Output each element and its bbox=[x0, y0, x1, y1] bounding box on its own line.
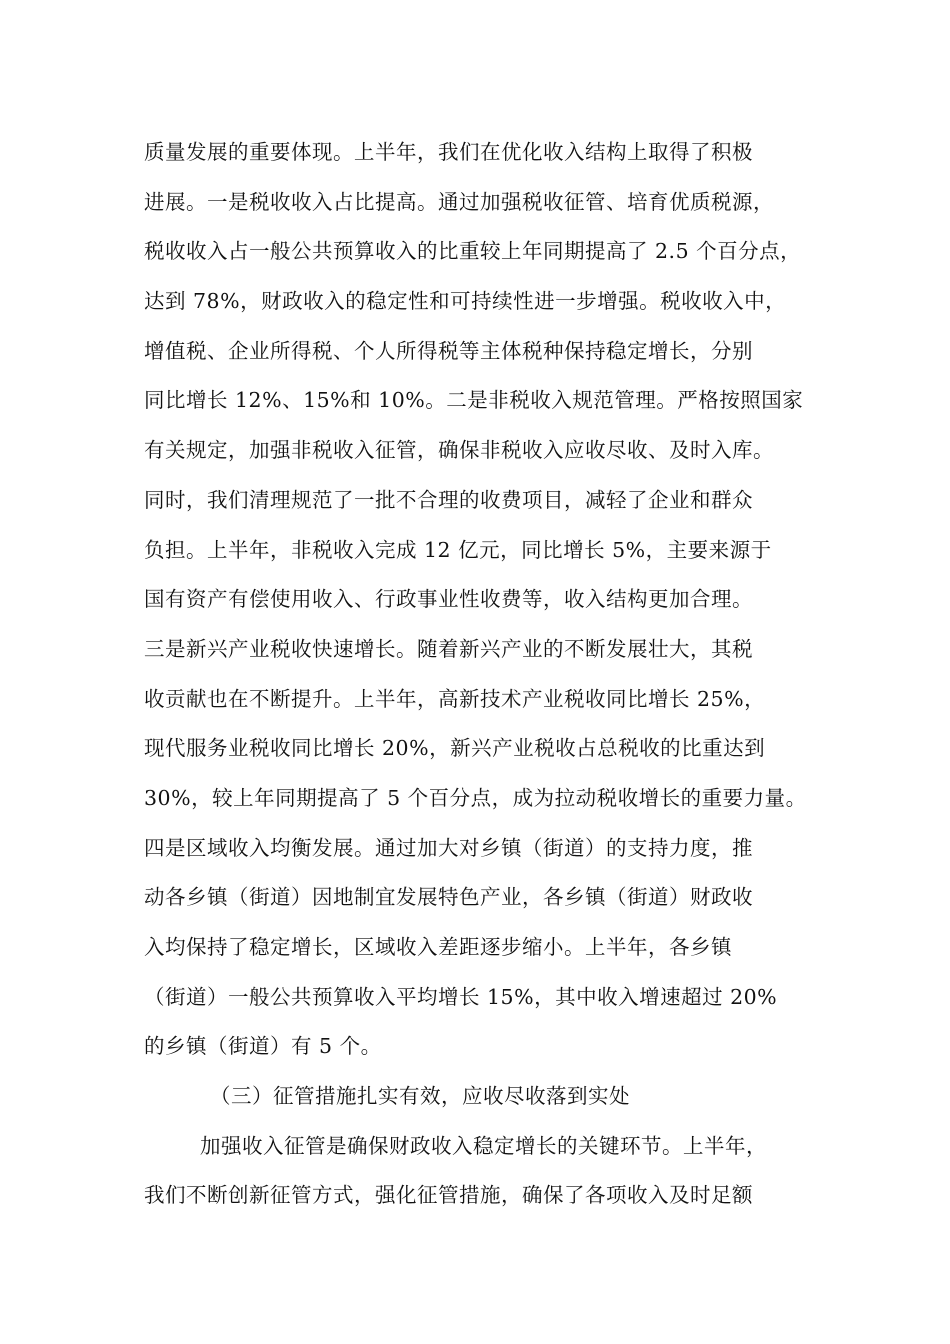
text-line: 动各乡镇（街道）因地制宜发展特色产业，各乡镇（街道）财政收 bbox=[144, 885, 753, 910]
text-line: 同比增长 12%、15%和 10%。二是非税收入规范管理。严格按照国家 bbox=[144, 388, 804, 413]
text-line: 有关规定，加强非税收入征管，确保非税收入应收尽收、及时入库。 bbox=[144, 438, 774, 463]
text-line: （街道）一般公共预算收入平均增长 15%，其中收入增速超过 20% bbox=[144, 984, 778, 1009]
paragraph-first-line: 加强收入征管是确保财政收入稳定增长的关键环节。上半年， bbox=[200, 1133, 767, 1158]
text-line: 三是新兴产业税收快速增长。随着新兴产业的不断发展壮大，其税 bbox=[144, 636, 753, 661]
text-line: 四是区域收入均衡发展。通过加大对乡镇（街道）的支持力度，推 bbox=[144, 835, 753, 860]
text-line: 达到 78%，财政收入的稳定性和可持续性进一步增强。税收收入中， bbox=[144, 289, 787, 314]
text-line: 税收收入占一般公共预算收入的比重较上年同期提高了 2.5 个百分点， bbox=[144, 239, 802, 264]
text-line: 负担。上半年，非税收入完成 12 亿元，同比增长 5%，主要来源于 bbox=[144, 537, 772, 562]
text-line: 质量发展的重要体现。上半年，我们在优化收入结构上取得了积极 bbox=[144, 140, 753, 164]
text-line: 入均保持了稳定增长，区域收入差距逐步缩小。上半年，各乡镇 bbox=[144, 935, 732, 959]
text-line: 收贡献也在不断提升。上半年，高新技术产业税收同比增长 25%， bbox=[144, 686, 766, 711]
text-line: 进展。一是税收收入占比提高。通过加强税收征管、培育优质税源， bbox=[144, 189, 774, 214]
text-line: 增值税、企业所得税、个人所得税等主体税种保持稳定增长，分别 bbox=[144, 338, 753, 363]
text-line: 30%，较上年同期提高了 5 个百分点，成为拉动税收增长的重要力量。 bbox=[144, 785, 807, 810]
text-line: 我们不断创新征管方式，强化征管措施，确保了各项收入及时足额 bbox=[144, 1183, 753, 1208]
section-heading: （三）征管措施扎实有效，应收尽收落到实处 bbox=[210, 1084, 630, 1109]
text-line: 同时，我们清理规范了一批不合理的收费项目，减轻了企业和群众 bbox=[144, 487, 753, 512]
text-line: 的乡镇（街道）有 5 个。 bbox=[144, 1034, 382, 1059]
body-text bbox=[144, 132, 844, 1225]
text-line: 国有资产有偿使用收入、行政事业性收费等，收入结构更加合理。 bbox=[144, 587, 753, 612]
text-line: 现代服务业税收同比增长 20%，新兴产业税收占总税收的比重达到 bbox=[144, 736, 766, 761]
